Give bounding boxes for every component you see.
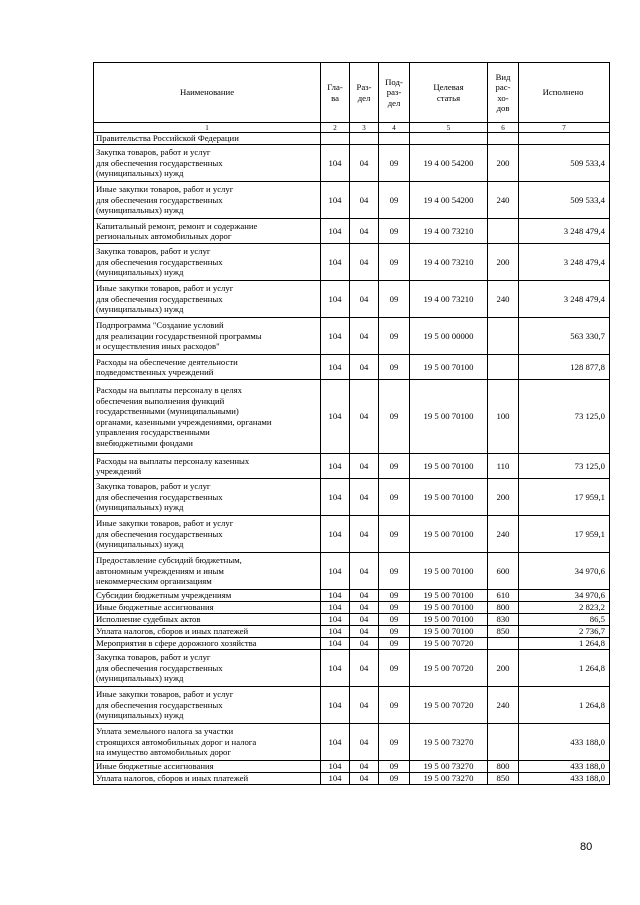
row-target: 19 5 00 70100	[410, 516, 488, 553]
row-section: 04	[350, 687, 379, 724]
row-name: Правительства Российской Федерации	[94, 133, 321, 145]
row-target: 19 5 00 70100	[410, 626, 488, 638]
table-row	[94, 773, 610, 785]
row-executed: 17 959,1	[519, 479, 610, 516]
row-executed	[519, 133, 610, 145]
header-executed: Исполнено	[519, 63, 610, 123]
row-subsection: 09	[379, 773, 410, 785]
row-section: 04	[350, 553, 379, 590]
table-row	[94, 602, 610, 614]
row-chapter: 104	[321, 590, 350, 602]
page-number: 80	[580, 841, 593, 853]
row-chapter: 104	[321, 244, 350, 281]
row-target: 19 5 00 70100	[410, 380, 488, 454]
row-name: Уплата налогов, сборов и иных платежей	[94, 773, 321, 785]
row-name: Расходы на выплаты персоналу казенных учреждений	[94, 454, 321, 479]
table-row	[94, 626, 610, 638]
row-expense-type: 610	[488, 590, 519, 602]
row-name: Иные закупки товаров, работ и услуг для обеспечения государственных (муниципальных) нужд	[94, 182, 321, 219]
row-executed: 433 188,0	[519, 773, 610, 785]
row-executed: 1 264,8	[519, 687, 610, 724]
row-chapter: 104	[321, 145, 350, 182]
row-chapter: 104	[321, 479, 350, 516]
row-subsection: 09	[379, 626, 410, 638]
table-row	[94, 687, 610, 724]
row-expense-type	[488, 318, 519, 355]
row-target: 19 5 00 70100	[410, 602, 488, 614]
row-section	[350, 133, 379, 145]
row-section: 04	[350, 626, 379, 638]
row-subsection: 09	[379, 479, 410, 516]
row-target: 19 5 00 70100	[410, 454, 488, 479]
column-number: 2	[321, 123, 350, 133]
row-executed: 34 970,6	[519, 590, 610, 602]
row-chapter: 104	[321, 773, 350, 785]
row-subsection: 09	[379, 355, 410, 380]
row-expense-type: 850	[488, 773, 519, 785]
column-number: 1	[94, 123, 321, 133]
row-expense-type: 100	[488, 380, 519, 454]
row-expense-type: 800	[488, 761, 519, 773]
row-executed: 17 959,1	[519, 516, 610, 553]
row-expense-type	[488, 219, 519, 244]
row-target: 19 5 00 70100	[410, 614, 488, 626]
row-chapter: 104	[321, 602, 350, 614]
row-executed: 433 188,0	[519, 761, 610, 773]
row-subsection: 09	[379, 281, 410, 318]
row-expense-type: 110	[488, 454, 519, 479]
row-subsection: 09	[379, 516, 410, 553]
row-section: 04	[350, 516, 379, 553]
row-name: Расходы на обеспечение деятельности подведомственных учреждений	[94, 355, 321, 380]
row-expense-type	[488, 638, 519, 650]
row-subsection: 09	[379, 553, 410, 590]
row-subsection: 09	[379, 318, 410, 355]
row-target: 19 5 00 70720	[410, 650, 488, 687]
header-section: Раз- дел	[350, 63, 379, 123]
row-name: Предоставление субсидий бюджетным, автономным учреждениям и иным некоммерческим организациям	[94, 553, 321, 590]
table-row	[94, 724, 610, 761]
row-executed: 34 970,6	[519, 553, 610, 590]
row-name: Исполнение судебных актов	[94, 614, 321, 626]
row-chapter: 104	[321, 687, 350, 724]
row-chapter: 104	[321, 454, 350, 479]
table-row	[94, 244, 610, 281]
table-row	[94, 145, 610, 182]
row-expense-type: 240	[488, 516, 519, 553]
row-subsection: 09	[379, 219, 410, 244]
header-subsection: Под- раз- дел	[379, 63, 410, 123]
row-section: 04	[350, 602, 379, 614]
row-chapter: 104	[321, 355, 350, 380]
row-section: 04	[350, 638, 379, 650]
row-name: Субсидии бюджетным учреждениям	[94, 590, 321, 602]
row-section: 04	[350, 380, 379, 454]
column-number: 6	[488, 123, 519, 133]
row-subsection	[379, 133, 410, 145]
row-executed: 509 533,4	[519, 182, 610, 219]
row-section: 04	[350, 650, 379, 687]
row-section: 04	[350, 219, 379, 244]
row-section: 04	[350, 590, 379, 602]
row-expense-type: 240	[488, 182, 519, 219]
row-section: 04	[350, 145, 379, 182]
header-expense-type: Вид рас- хо- дов	[488, 63, 519, 123]
row-expense-type: 240	[488, 687, 519, 724]
row-executed: 86,5	[519, 614, 610, 626]
row-expense-type	[488, 355, 519, 380]
row-name: Иные бюджетные ассигнования	[94, 602, 321, 614]
table-row	[94, 479, 610, 516]
row-subsection: 09	[379, 590, 410, 602]
row-expense-type: 200	[488, 145, 519, 182]
row-expense-type: 200	[488, 479, 519, 516]
row-subsection: 09	[379, 724, 410, 761]
row-expense-type: 200	[488, 244, 519, 281]
table-row	[94, 182, 610, 219]
row-subsection: 09	[379, 638, 410, 650]
row-executed: 563 330,7	[519, 318, 610, 355]
row-chapter: 104	[321, 182, 350, 219]
row-executed: 3 248 479,4	[519, 281, 610, 318]
row-target: 19 5 00 70100	[410, 479, 488, 516]
row-executed: 433 188,0	[519, 724, 610, 761]
header-chapter: Гла- ва	[321, 63, 350, 123]
row-chapter: 104	[321, 638, 350, 650]
row-subsection: 09	[379, 182, 410, 219]
row-expense-type	[488, 133, 519, 145]
table-row	[94, 638, 610, 650]
row-name: Капитальный ремонт, ремонт и содержание региональных автомобильных дорог	[94, 219, 321, 244]
row-name: Закупка товаров, работ и услуг для обеспечения государственных (муниципальных) нужд	[94, 244, 321, 281]
header-name: Наименование	[94, 63, 321, 123]
row-section: 04	[350, 724, 379, 761]
row-section: 04	[350, 479, 379, 516]
row-expense-type: 200	[488, 650, 519, 687]
column-number: 3	[350, 123, 379, 133]
row-name: Иные закупки товаров, работ и услуг для обеспечения государственных (муниципальных) нужд	[94, 281, 321, 318]
row-section: 04	[350, 614, 379, 626]
table-row	[94, 454, 610, 479]
row-target: 19 4 00 54200	[410, 182, 488, 219]
row-expense-type: 240	[488, 281, 519, 318]
row-target: 19 5 00 70100	[410, 355, 488, 380]
row-section: 04	[350, 244, 379, 281]
row-executed: 2 736,7	[519, 626, 610, 638]
row-name: Иные закупки товаров, работ и услуг для обеспечения государственных (муниципальных) нужд	[94, 687, 321, 724]
table-row	[94, 590, 610, 602]
row-target: 19 4 00 73210	[410, 281, 488, 318]
table-row	[94, 318, 610, 355]
row-subsection: 09	[379, 602, 410, 614]
header-target: Целевая статья	[410, 63, 488, 123]
table-row	[94, 650, 610, 687]
row-subsection: 09	[379, 650, 410, 687]
row-chapter: 104	[321, 553, 350, 590]
row-expense-type	[488, 724, 519, 761]
row-target: 19 4 00 54200	[410, 145, 488, 182]
row-target: 19 5 00 70720	[410, 687, 488, 724]
table-row	[94, 380, 610, 454]
row-chapter: 104	[321, 761, 350, 773]
budget-table	[93, 62, 610, 785]
row-name: Закупка товаров, работ и услуг для обеспечения государственных (муниципальных) нужд	[94, 650, 321, 687]
row-name: Закупка товаров, работ и услуг для обеспечения государственных (муниципальных) нужд	[94, 479, 321, 516]
column-number: 4	[379, 123, 410, 133]
row-section: 04	[350, 182, 379, 219]
row-name: Иные бюджетные ассигнования	[94, 761, 321, 773]
row-subsection: 09	[379, 761, 410, 773]
row-target: 19 5 00 70100	[410, 553, 488, 590]
row-section: 04	[350, 281, 379, 318]
table-row	[94, 553, 610, 590]
row-target	[410, 133, 488, 145]
row-target: 19 5 00 73270	[410, 761, 488, 773]
row-section: 04	[350, 454, 379, 479]
row-executed: 73 125,0	[519, 454, 610, 479]
row-expense-type: 830	[488, 614, 519, 626]
row-chapter: 104	[321, 626, 350, 638]
row-chapter	[321, 133, 350, 145]
table-row	[94, 355, 610, 380]
row-subsection: 09	[379, 687, 410, 724]
header-row	[94, 63, 610, 123]
column-number: 5	[410, 123, 488, 133]
row-executed: 509 533,4	[519, 145, 610, 182]
row-executed: 73 125,0	[519, 380, 610, 454]
row-name: Расходы на выплаты персоналу в целях обеспечения выполнения функций государственными (муниципальными) органами, казенными учреждениями, органами управления государственными внебюджетными фондами	[94, 380, 321, 454]
row-target: 19 5 00 73270	[410, 724, 488, 761]
row-name: Иные закупки товаров, работ и услуг для обеспечения государственных (муниципальных) нужд	[94, 516, 321, 553]
row-expense-type: 600	[488, 553, 519, 590]
row-section: 04	[350, 355, 379, 380]
table-row	[94, 516, 610, 553]
row-section: 04	[350, 773, 379, 785]
row-subsection: 09	[379, 145, 410, 182]
row-target: 19 5 00 70720	[410, 638, 488, 650]
row-name: Закупка товаров, работ и услуг для обеспечения государственных (муниципальных) нужд	[94, 145, 321, 182]
row-name: Подпрограмма "Создание условий для реализации государственной программы и осуществления иных расходов"	[94, 318, 321, 355]
row-name: Мероприятия в сфере дорожного хозяйства	[94, 638, 321, 650]
row-chapter: 104	[321, 650, 350, 687]
column-number: 7	[519, 123, 610, 133]
table-row	[94, 133, 610, 145]
table-row	[94, 219, 610, 244]
row-subsection: 09	[379, 454, 410, 479]
row-executed: 3 248 479,4	[519, 244, 610, 281]
table-row	[94, 281, 610, 318]
row-section: 04	[350, 318, 379, 355]
row-target: 19 5 00 70100	[410, 590, 488, 602]
row-executed: 2 823,2	[519, 602, 610, 614]
row-subsection: 09	[379, 614, 410, 626]
table-row	[94, 761, 610, 773]
row-executed: 128 877,8	[519, 355, 610, 380]
row-chapter: 104	[321, 614, 350, 626]
row-chapter: 104	[321, 219, 350, 244]
row-section: 04	[350, 761, 379, 773]
row-name: Уплата налогов, сборов и иных платежей	[94, 626, 321, 638]
row-executed: 1 264,8	[519, 650, 610, 687]
table-row	[94, 614, 610, 626]
row-subsection: 09	[379, 244, 410, 281]
row-executed: 3 248 479,4	[519, 219, 610, 244]
row-chapter: 104	[321, 516, 350, 553]
row-expense-type: 850	[488, 626, 519, 638]
column-number-row	[94, 123, 610, 133]
row-target: 19 4 00 73210	[410, 219, 488, 244]
row-chapter: 104	[321, 318, 350, 355]
row-target: 19 5 00 73270	[410, 773, 488, 785]
row-subsection: 09	[379, 380, 410, 454]
row-target: 19 4 00 73210	[410, 244, 488, 281]
row-chapter: 104	[321, 380, 350, 454]
row-target: 19 5 00 00000	[410, 318, 488, 355]
row-executed: 1 264,8	[519, 638, 610, 650]
row-expense-type: 800	[488, 602, 519, 614]
row-chapter: 104	[321, 724, 350, 761]
row-chapter: 104	[321, 281, 350, 318]
row-name: Уплата земельного налога за участки строящихся автомобильных дорог и налога на имущество автомобильных дорог	[94, 724, 321, 761]
